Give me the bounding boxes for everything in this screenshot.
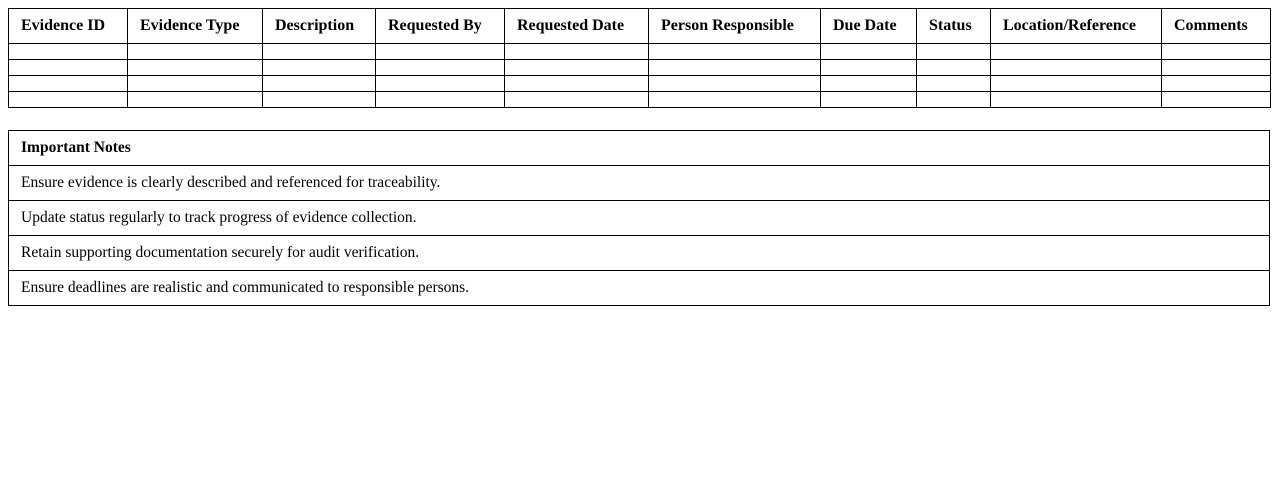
table-cell[interactable]: [991, 92, 1162, 108]
evidence-table: [8, 8, 1271, 108]
header-requested-date: Requested Date: [505, 9, 649, 44]
table-cell[interactable]: [917, 44, 991, 60]
table-cell[interactable]: [1162, 76, 1271, 92]
table-cell[interactable]: [9, 60, 128, 76]
notes-header-row: [9, 131, 1270, 166]
table-cell[interactable]: [263, 44, 376, 60]
header-evidence-type: Evidence Type: [128, 9, 263, 44]
table-cell[interactable]: [649, 60, 821, 76]
header-description: Description: [263, 9, 376, 44]
table-cell[interactable]: [128, 76, 263, 92]
table-row: [9, 76, 1271, 92]
table-cell[interactable]: [821, 44, 917, 60]
table-cell[interactable]: [128, 92, 263, 108]
table-cell[interactable]: [505, 92, 649, 108]
notes-title: Important Notes: [9, 131, 1270, 166]
table-cell[interactable]: [505, 60, 649, 76]
table-row: [9, 92, 1271, 108]
table-cell[interactable]: [128, 60, 263, 76]
table-cell[interactable]: [376, 76, 505, 92]
table-cell[interactable]: [376, 44, 505, 60]
table-row: [9, 44, 1271, 60]
table-cell[interactable]: [376, 92, 505, 108]
table-cell[interactable]: [263, 76, 376, 92]
table-cell[interactable]: [821, 60, 917, 76]
table-cell[interactable]: [649, 76, 821, 92]
list-item: [9, 166, 1270, 201]
header-status: Status: [917, 9, 991, 44]
table-cell[interactable]: [263, 92, 376, 108]
table-cell[interactable]: [1162, 44, 1271, 60]
table-header-row: [9, 9, 1271, 44]
table-cell[interactable]: [9, 76, 128, 92]
note-item: Update status regularly to track progress of evidence collection.: [9, 201, 1270, 236]
list-item: [9, 271, 1270, 306]
table-cell[interactable]: [505, 44, 649, 60]
table-cell[interactable]: [128, 44, 263, 60]
important-notes-table: [8, 130, 1270, 306]
table-cell[interactable]: [1162, 92, 1271, 108]
table-cell[interactable]: [917, 60, 991, 76]
table-cell[interactable]: [821, 76, 917, 92]
table-cell[interactable]: [263, 60, 376, 76]
table-cell[interactable]: [9, 44, 128, 60]
header-person-responsible: Person Responsible: [649, 9, 821, 44]
table-cell[interactable]: [991, 60, 1162, 76]
list-item: [9, 236, 1270, 271]
table-row: [9, 60, 1271, 76]
table-cell[interactable]: [821, 92, 917, 108]
note-item: Ensure deadlines are realistic and communicated to responsible persons.: [9, 271, 1270, 306]
table-cell[interactable]: [991, 76, 1162, 92]
header-comments: Comments: [1162, 9, 1271, 44]
note-item: Ensure evidence is clearly described and referenced for traceability.: [9, 166, 1270, 201]
table-cell[interactable]: [649, 92, 821, 108]
table-cell[interactable]: [649, 44, 821, 60]
table-cell[interactable]: [1162, 60, 1271, 76]
table-cell[interactable]: [917, 92, 991, 108]
header-evidence-id: Evidence ID: [9, 9, 128, 44]
table-cell[interactable]: [376, 60, 505, 76]
header-requested-by: Requested By: [376, 9, 505, 44]
table-cell[interactable]: [9, 92, 128, 108]
header-due-date: Due Date: [821, 9, 917, 44]
header-location-reference: Location/Reference: [991, 9, 1162, 44]
table-cell[interactable]: [505, 76, 649, 92]
table-cell[interactable]: [917, 76, 991, 92]
table-cell[interactable]: [991, 44, 1162, 60]
list-item: [9, 201, 1270, 236]
note-item: Retain supporting documentation securely for audit verification.: [9, 236, 1270, 271]
